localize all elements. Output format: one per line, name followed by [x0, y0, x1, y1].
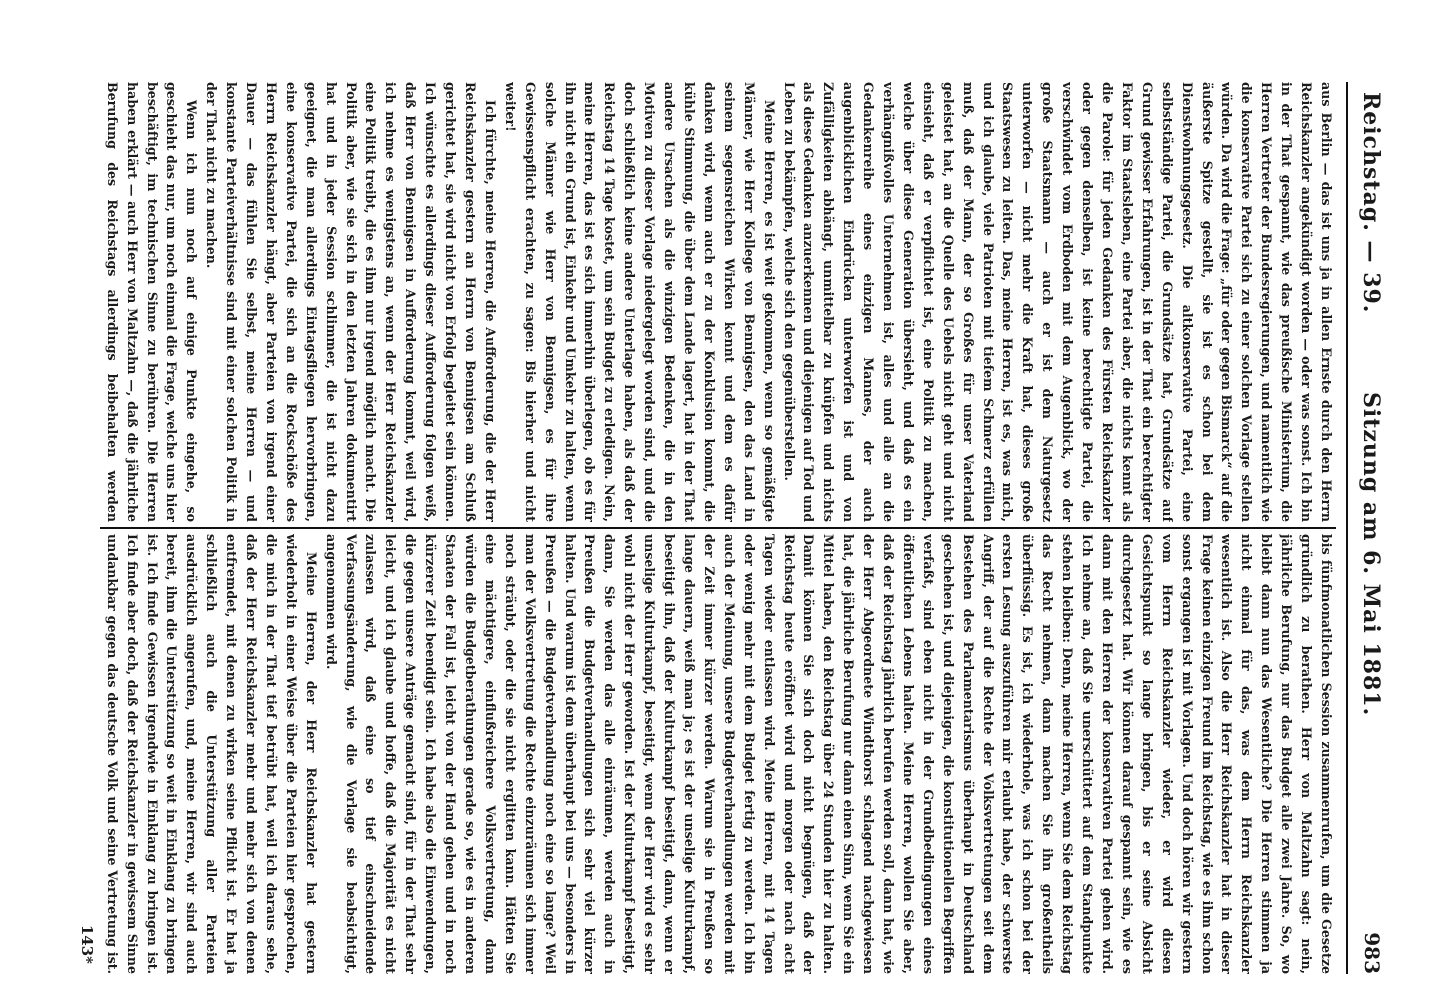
text-column-left — [100, 82, 1336, 522]
paragraph: Meine Herren, der Herr Reichskanzler hat gestern wiederholt in einer Weise über die Parteien hier gesprochen, die mich in der That tief betrübt hat, weil ich daraus sehe, daß der Herr Reichskanzler mehr und mehr sich von denen entfremdet, mit denen zu wirken seine Pflicht ist. Er hat ja schließlich auch die Unterstützung aller Parteien ausdrücklich angerufen, und, meine Herren, wir sind auch bereit, ihm die Unterstützung so weit in Einklang zu bringen ist. Ich finde Gewissen irgendwie in Einklang zu bringen ist. Ich finde aber doch, daß der Reichskanzler in gewissem Sinne undankbar gegen das deutsche Volk und seine Vertretung ist. — [104, 534, 319, 974]
header-left-title: Reichstag. — 39. — [1358, 92, 1384, 314]
page-number: 983 — [1360, 932, 1384, 974]
paragraph: bis fünfmonatlichen Session zusammenrufen, um die Gesetze gründlich zu berathen. Herr von Maltzahn sagt: nein, jährliche Berufung, nur das Budget alle zwei Jahre. So, wo bleibt dann nun das Wesentliche? Die Herren stimmen ja nicht einmal für das, was dem Herrn Reichskanzler wesentlich ist. Also die Herr Reichskanzler hat in dieser Frage keinen einzigen Freund im Reichstag, wie es ihm schon sonst ergangen ist mit Vorlagen. Und doch hören wir gestern vom Herrn Reichskanzler wieder, er wird diesen Gesichtspunkt so lange bringen, bis er seine Absicht durchgesetzt hat. Wir können darauf gespannt sein, wie es dann mit den Herren der konservativen Partei gehen wird. Ich nehme an, daß Sie unerschüttert auf dem Standpunkte stehen bleiben: Denn, meine Herren, wenn Sie dem Reichstag das Recht nehmen, dann machen Sie ihn großentheils überflüssig. Es ist, ich wiederhole, was ich schon bei der ersten Lesung auszuführen mir erlaubt habe, der schwerste Angriff, der auf die Rechte der Volksvertretungen seit dem Bestehen des Parlamentarismus überhaupt in Deutschland geschehen ist, und diejenigen, die konstitutionellen Begriffen verfaßt, sind eben nicht in der Grundbedingungen eines öffentlichen Lebens halten. Meine Herren, wollen Sie aber, daß der Reichstag jährlich berufen werden soll, dann hat, wie der Herr Abgeordnete Windthorst schlagend nachgewiesen hat, die jährliche Berufung nur dann einen Sinn, wenn Sie ein Mittel haben, den Reichstag über 24 Stunden hier zu halten. Damit können Sie sich doch nicht begnügen, daß der Reichstag heute eröffnet wird und morgen oder nach acht Tagen wieder entlassen wird. Meine Herren, mit 14 Tagen oder wenig mehr mit dem Budget fertig zu werden. Ich bin auch der Meinung, unsere Budgetverhandlungen werden mit der Zeit immer kürzer werden. Warum sie in Preußen so lange dauern, weiß man ja; es ist der unselige Kulturkampf, beseitigt ihn, daß der Kulturkampf beseitigt, dann, wenn er unselige Kulturkampf, beseitigt, wenn der Herr wird es sehr wohl nicht der Herr geworden. Ist der Kulturkampf beseitigt, dann, Sie werden das alle einräumen, werden auch in Preußen die Budgetverhandlungen sich sehr viel kürzer halten. Und warum ist dem überhaupt bei uns — besonders in Preußen — die Budgetverhandlung noch eine so lange? Weil man der Volksvertretung die Rechte einzuräumen sich immer noch sträubt, oder die sie nicht erglitten kann. Hätten Sie eine mächtigere, einflußreichere Volksvertretung, dann würden die Budgetberathungen gerade so, wie es in anderen Staaten der Fall ist, leicht von der Hand gehen und in noch kürzerer Zeit beendigt sein. Ich habe also die Einwendungen, die gegen unsere Anträge gemacht sind, für in der That sehr leicht, und ich glaube und hoffe, daß die Majorität es nicht zulassen wird, daß eine so tief einschneidende Verfassungsänderung, wie die Vorlage sie beabsichtigt, angenommen wird. — [323, 534, 1334, 974]
text-column-right — [100, 534, 1336, 974]
paragraph: Wenn ich nun noch auf einige Punkte eingehe, so geschieht das nur, um noch einmal die Frage, welche uns hier beschäftigt, im technischen Sinne zu berühren. Die Herren haben erklärt — auch Herr von Maltzahn —, daß die jährliche Berufung des Reichstags allerdings beibehalten werden — [104, 82, 200, 522]
paragraph: Meine Herren, es ist weit gekommen, wenn so gemäßigte Männer, wie Herr Kollege von Bennigsen, den das Land in seinem segensreichen Wirken kennt und dem es dafür danken wird, wenn auch er zu der Konklusion kommt, die kühle Stimmung, die über dem Lande lagert, hat in der That andere Ursachen als die winzigen Bedenken, die in den Motiven zu dieser Vorlage niedergelegt worden sind, und die doch schließlich keine andere Unterlage haben, als daß der Reichstag 14 Tage kostet, um sein Budget zu erledigen. Nein, meine Herren, das ist es sich immerhin überlegen, ob es für ihn nicht ein Grund ist, Einkehr und Umkehr zu halten, wenn solche Männer wie Herr von Bennigsen, es für ihre Gewissenspflicht erachten, zu sagen: Bis hierher und nicht weiter! — [502, 82, 777, 522]
digitization-notice — [1414, 2, 1431, 998]
signature-mark: 143* — [78, 924, 96, 964]
document-page — [72, 58, 1392, 998]
running-header — [1348, 82, 1392, 974]
paragraph: Ich fürchte, meine Herren, die Aufforderung, die der Herr Reichskanzler gestern an Herrn von Bennigsen am Schluß gerichtet hat, sie wird nicht von Erfolg begleitet sein können. Ich wünschte es allerdings dieser Aufforderung folgen weiß, daß Herr von Bennigsen in Aufforderung kommt, weil wird, ich nehme es wenigstens an, wenn der Herr Reichskanzler eine Politik treibt, die es ihm nur irgend möglich macht. Die Politik aber, wie sie sich in den letzten Jahren dokumentirt hat und in jeder Session schlimmer, die ist nicht dazu geeignet, die man allerdings Eintagsfliegen hervorbringen, eine konservative Partei, die sich an die Rockschöße des Herrn Reichskanzler hängt, aber Parteien von irgend einer Dauer — das fühlen Sie selbst, meine Herren — und konstante Parteiverhältnisse sind mit einer solchen Politik in der That nicht zu machen. — [204, 82, 498, 522]
column-divider — [100, 527, 1336, 529]
paragraph: aus Berlin — das ist uns ja in allen Ernste durch den Herrn Reichskanzler angekündigt worden — oder was sonst. Ich bin in der That gespannt, wie das preußische Ministerium, die Herren Vertreter der Bundesregierungen, und namentlich wie die konservative Partei sich zu einer solchen Vorlage stellen würden. Da wird die Frage: „für oder gegen Bismarck“ auf die äußerste Spitze gestellt, sie ist es schon bei dem Dienstwohnungsgesetz. Die altkonservative Partei, eine selbstständige Partei, die Grundsätze hat, Grundsätze auf Grund gewisser Erfahrungen, ist in der That ein berechtigter Faktor im Staatsleben, eine Partei aber, die nichts kennt als die Parole: für jeden Gedanken des Fürsten Reichskanzler oder gegen denselben, ist keine berechtigte Partei, die verschwindet vom Erdboden mit dem Augenblick, wo der große Staatsmann — auch er ist dem Naturgesetz unterworfen — nicht mehr die Kraft hat, dieses große Staatswesen zu leiten. Das, meine Herren, ist es, was mich, und ich glaube, viele Patrioten mit tiefem Schmerz erfüllen muß, daß der Mann, der so Großes für unser Vaterland geleistet hat, an die Quelle des Uebels nicht geht und nicht einsieht, daß er verpflichtet ist, eine Politik zu machen, welche über diese Generation übersieht, und daß es ein verhängnißvolles Unternehmen ist, alles und alle an die Gedankenreihe eines einzigen Mannes, der auch augenblicklichen Eindrücken unterworfen ist und von Zufälligkeiten abhängt, unmittelbar zu knüpfen und nichts als diese Gedanken anzuerkennen und diejenigen auf Tod und Leben zu bekämpfen, welche sich den gegenüberstellen. — [781, 82, 1334, 522]
header-rule — [1346, 82, 1348, 974]
header-session-date: Sitzung am 6. Mai 1881. — [1358, 392, 1384, 717]
